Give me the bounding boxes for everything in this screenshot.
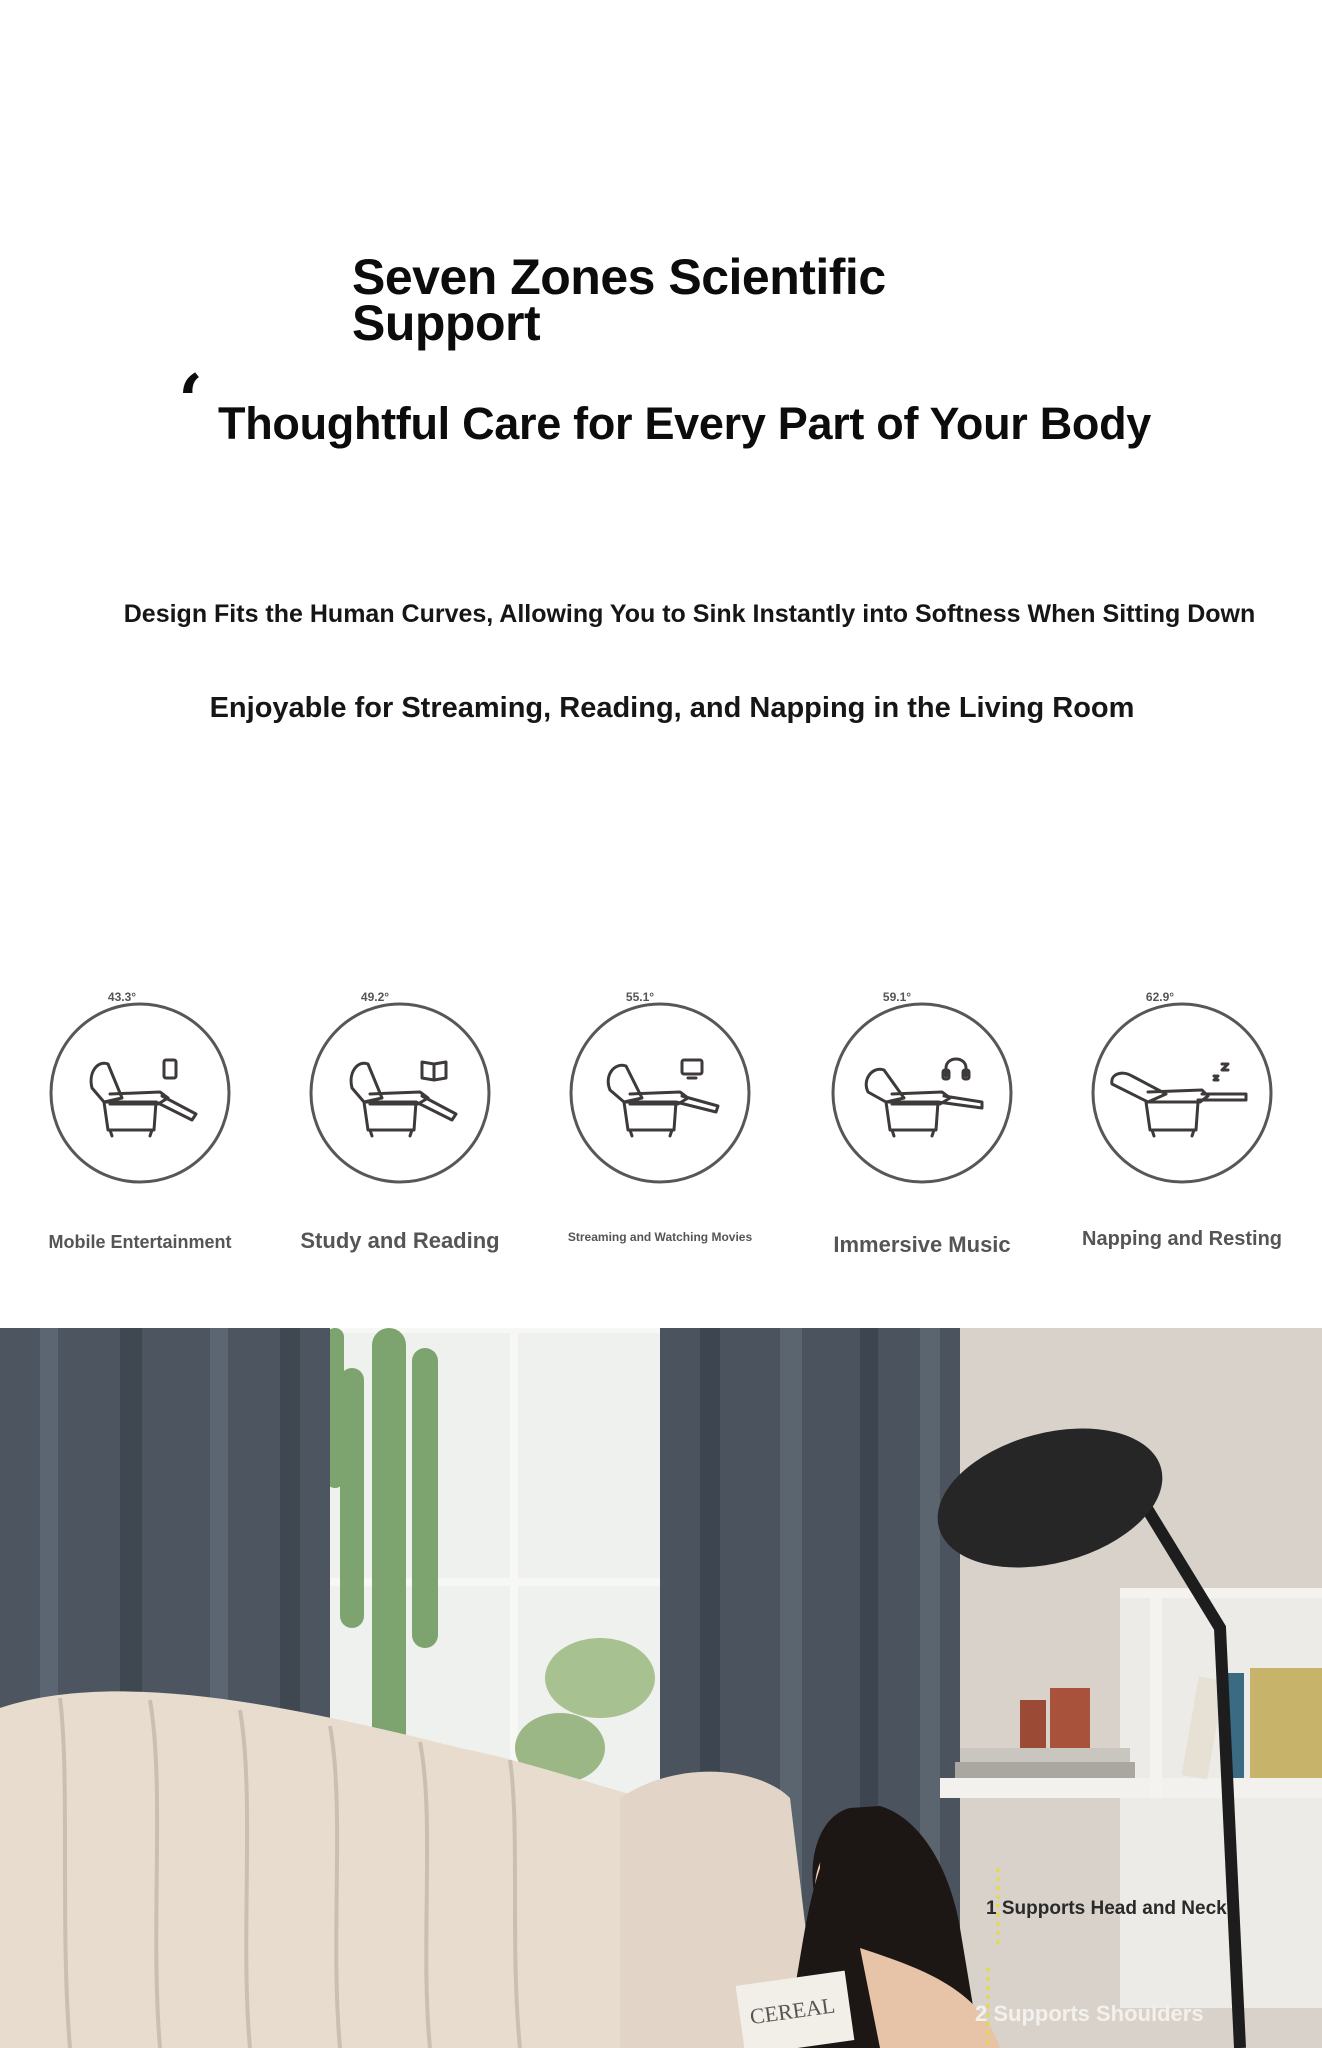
mode-mobile-entertainment xyxy=(40,990,240,1252)
description-line-1: Design Fits the Human Curves, Allowing You to Sink Instantly into Softness When Sitting Down xyxy=(123,600,1256,628)
mode-immersive-music xyxy=(822,990,1022,1257)
recliner-phone-icon xyxy=(40,990,240,1190)
book-spine-text: CEREAL xyxy=(748,1992,837,2030)
mode-angle: 55.1° xyxy=(625,990,655,1004)
recliner-book-icon xyxy=(300,990,500,1190)
mode-angle: 62.9° xyxy=(1145,990,1175,1004)
mode-angle: 43.3° xyxy=(107,990,137,1004)
mode-streaming-movies xyxy=(560,990,760,1244)
mode-label: Napping and Resting xyxy=(1082,1228,1282,1250)
page-title: Seven Zones Scientific Support xyxy=(352,249,886,351)
lifestyle-photo xyxy=(0,1328,1322,2048)
mode-angle: 49.2° xyxy=(360,990,390,1004)
living-room-illustration xyxy=(0,1328,1322,2048)
mode-label: Immersive Music xyxy=(833,1232,1011,1257)
zone-label-shoulders: 2 Supports Shoulders xyxy=(975,2001,1204,2026)
recliner-tv-icon xyxy=(560,990,760,1190)
mode-label: Streaming and Watching Movies xyxy=(567,1230,753,1244)
recliner-headphones-icon xyxy=(822,990,1022,1190)
mode-napping-resting xyxy=(1082,990,1282,1250)
recliner-sleep-icon xyxy=(1082,990,1282,1190)
quote-mark: ‘ xyxy=(178,358,204,443)
mode-angle: 59.1° xyxy=(882,990,912,1004)
description-line-2: Enjoyable for Streaming, Reading, and Napping in the Living Room xyxy=(209,692,1135,724)
page-subtitle: Thoughtful Care for Every Part of Your Body xyxy=(218,398,1152,449)
zone-label-head-neck: 1 Supports Head and Neck xyxy=(986,1898,1227,1919)
mode-study-reading xyxy=(300,990,500,1253)
mode-label: Study and Reading xyxy=(300,1228,500,1253)
mode-label: Mobile Entertainment xyxy=(48,1232,232,1252)
